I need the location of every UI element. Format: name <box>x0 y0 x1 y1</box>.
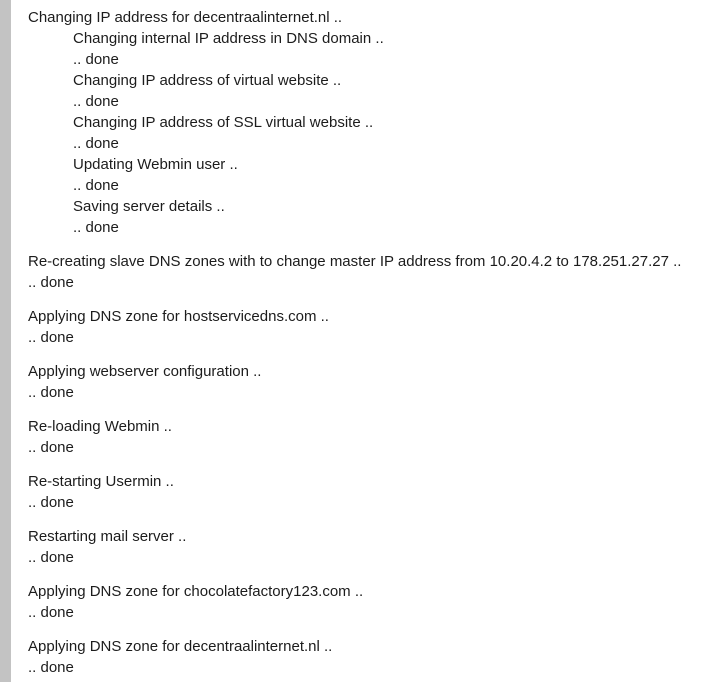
spacer <box>28 458 708 471</box>
spacer <box>28 293 708 306</box>
log-action-result: .. done <box>28 329 74 346</box>
log-action: Applying DNS zone for hostservicedns.com .. <box>28 308 329 325</box>
log-action: Re-creating slave DNS zones with to change master IP address from 10.20.4.2 to 178.251.27.27 .. <box>28 253 682 270</box>
spacer <box>28 568 708 581</box>
log-step-result: .. done <box>73 93 119 110</box>
log-action-result: .. done <box>28 549 74 566</box>
log-action-result: .. done <box>28 439 74 456</box>
log-action: Applying DNS zone for chocolatefactory123.com .. <box>28 583 364 600</box>
log-action: Restarting mail server .. <box>28 528 187 545</box>
log-action-result: .. done <box>28 659 74 676</box>
spacer <box>28 238 708 251</box>
log-step-result: .. done <box>73 219 119 236</box>
log-action-result: .. done <box>28 494 74 511</box>
spacer <box>28 513 708 526</box>
log-block-header: Changing IP address for decentraalinternet.nl .. <box>28 9 343 26</box>
log-step: Changing IP address of SSL virtual website .. <box>73 114 374 131</box>
spacer <box>28 348 708 361</box>
log-action: Re-starting Usermin .. <box>28 473 174 490</box>
log-action-result: .. done <box>28 604 74 621</box>
log-action-result: .. done <box>28 274 74 291</box>
log-step: Updating Webmin user .. <box>73 156 238 173</box>
log-action: Re-loading Webmin .. <box>28 418 172 435</box>
left-frame-border <box>0 0 11 682</box>
spacer <box>28 403 708 416</box>
log-step-result: .. done <box>73 51 119 68</box>
log-step: Changing IP address of virtual website .. <box>73 72 342 89</box>
log-action-result: .. done <box>28 384 74 401</box>
spacer <box>28 623 708 636</box>
log-step-result: .. done <box>73 177 119 194</box>
log-step: Changing internal IP address in DNS domain .. <box>73 30 384 47</box>
log-action: Applying webserver configuration .. <box>28 363 262 380</box>
log-step: Saving server details .. <box>73 198 225 215</box>
progress-log <box>28 7 708 678</box>
log-step-result: .. done <box>73 135 119 152</box>
log-action: Applying DNS zone for decentraalinternet.nl .. <box>28 638 333 655</box>
